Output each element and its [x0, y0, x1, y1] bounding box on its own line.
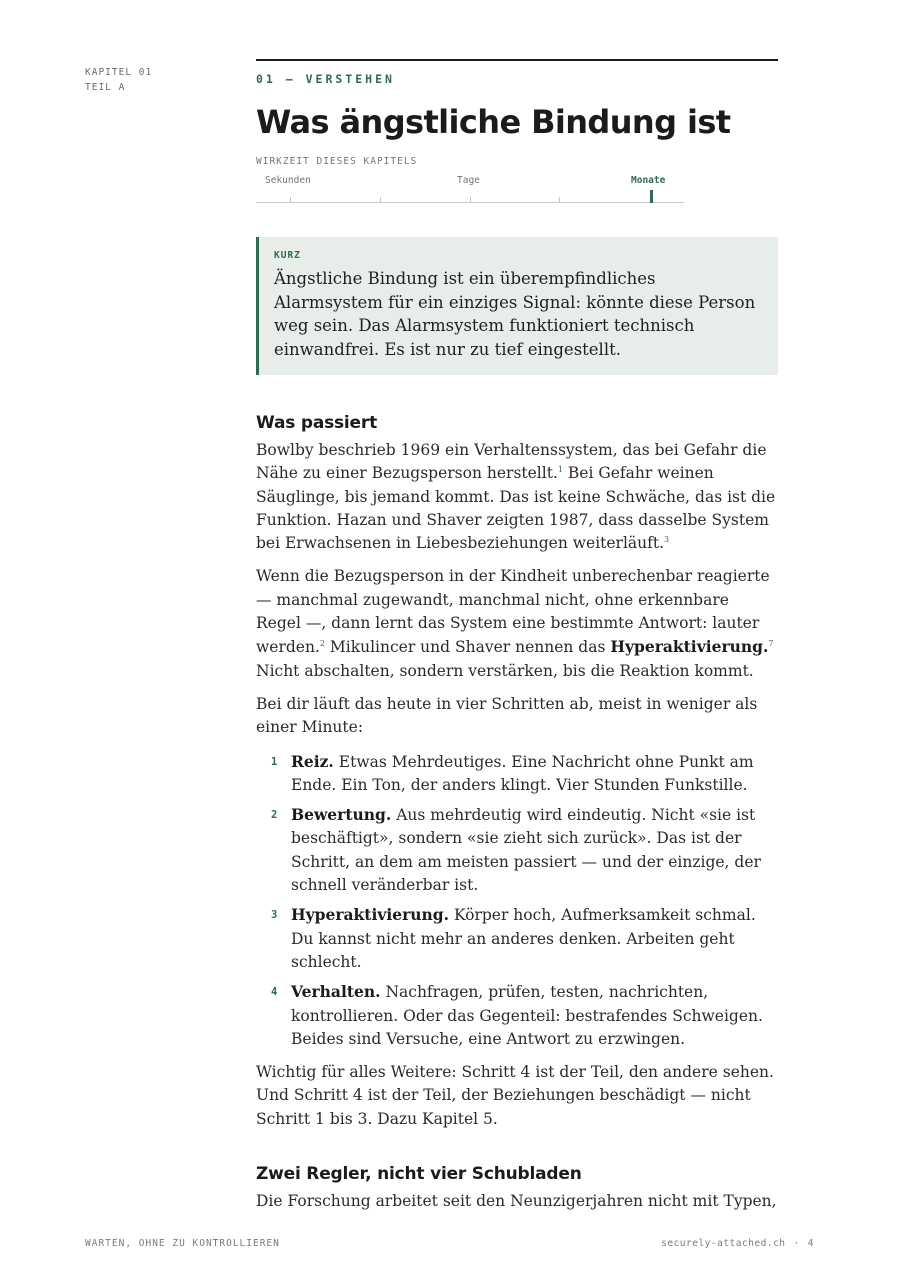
- timescale-label-seconds: Sekunden: [265, 175, 311, 186]
- paragraph: [256, 565, 778, 682]
- timescale-tick: [559, 197, 560, 203]
- list-item: [256, 980, 778, 1051]
- step-text: Aus mehrdeutig wird eindeutig. Nicht «sie ist beschäftigt», sondern «sie zieht sich zurück». Das ist der Schritt, an dem am meisten passiert — und der einzige, der schnell veränderbar ist.: [291, 806, 761, 895]
- timescale-labels: [256, 175, 684, 191]
- steps-list: [256, 750, 778, 1052]
- timescale-tick: [380, 197, 381, 203]
- step-term: Reiz.: [291, 751, 334, 771]
- timescale-tick: [290, 197, 291, 203]
- callout-text: Ängstliche Bindung ist ein überempfindliches Alarmsystem für ein einziges Signal: könnte diese Person weg sein. Das Alarmsystem funktioniert technisch einwandfrei. Es ist nur zu tief eingestellt.: [274, 269, 756, 359]
- step-text: Körper hoch, Aufmerksamkeit schmal. Du kannst nicht mehr an anderes denken. Arbeiten geht schlecht.: [291, 906, 756, 971]
- page-title: Was ängstliche Bindung ist: [256, 103, 731, 141]
- paragraph-text: Nicht abschalten, sondern verstärken, bis die Reaktion kommt.: [256, 661, 754, 680]
- footnote-ref[interactable]: 1: [557, 465, 563, 475]
- footer-meta: [661, 1238, 814, 1249]
- page-number: 4: [807, 1238, 814, 1249]
- callout-label: KURZ: [274, 250, 301, 261]
- footer-separator: ·: [793, 1238, 800, 1249]
- top-rule: [256, 59, 778, 61]
- main-column: [256, 59, 778, 1213]
- step-text: Nachfragen, prüfen, testen, nachrichten, kontrollieren. Oder das Gegenteil: bestrafendes Schweigen. Beides sind Versuche, eine Antwort zu erzwingen.: [291, 983, 763, 1048]
- section-eyebrow: 01 — VERSTEHEN: [256, 72, 395, 86]
- timescale-selected-marker: [650, 190, 653, 203]
- paragraph: Wichtig für alles Weitere: Schritt 4 ist der Teil, den andere sehen. Und Schritt 4 ist der Teil, der Beziehungen beschädigt — nicht Schritt 1 bis 3. Dazu Kapitel 5.: [256, 1063, 774, 1128]
- paragraph-text: Mikulincer und Shaver nennen das: [324, 638, 611, 657]
- paragraph-text: Wenn die Bezugsperson in der Kindheit unberechenbar reagierte — manchmal zugewandt, manchmal nicht, ohne erkennbare Regel —, dann lernt das System eine bestimmte Antwort: lauter werden.: [256, 567, 770, 657]
- step-number: 4: [271, 986, 278, 999]
- timescale-label-days: Tage: [457, 175, 480, 186]
- step-number: 1: [271, 755, 278, 768]
- chapter-margin-note: [85, 65, 152, 95]
- timescale-caption: WIRKZEIT DIESES KAPITELS: [256, 156, 418, 167]
- paragraph: Bei dir läuft das heute in vier Schritten ab, meist in weniger als einer Minute:: [256, 694, 758, 737]
- timescale-label-months: Monate: [631, 175, 666, 186]
- step-number: 3: [271, 909, 278, 922]
- list-item: [256, 750, 778, 798]
- footnote-ref[interactable]: 3: [664, 535, 670, 545]
- key-term: Hyperaktivierung.: [610, 637, 769, 657]
- paragraph: [256, 439, 778, 555]
- footer-site-link[interactable]: securely-attached.ch: [661, 1238, 786, 1249]
- footnote-ref[interactable]: 2: [319, 639, 325, 649]
- section-heading: Was passiert: [256, 413, 377, 433]
- step-term: Verhalten.: [291, 982, 381, 1002]
- timescale-track: [256, 191, 684, 203]
- step-text: Etwas Mehrdeutiges. Eine Nachricht ohne Punkt am Ende. Ein Ton, der anders klingt. Vier Stunden Funkstille.: [291, 752, 754, 794]
- paragraph: Die Forschung arbeitet seit den Neunzigerjahren nicht mit Typen,: [256, 1192, 777, 1211]
- section-heading: Zwei Regler, nicht vier Schubladen: [256, 1164, 582, 1185]
- list-item: [256, 803, 778, 897]
- footnote-ref[interactable]: 7: [768, 639, 774, 649]
- part-label: TEIL A: [85, 82, 126, 93]
- footer-running-title: WARTEN, OHNE ZU KONTROLLIEREN: [85, 1238, 280, 1249]
- step-term: Hyperaktivierung.: [291, 905, 450, 925]
- timescale-tick: [470, 197, 471, 203]
- chapter-label: KAPITEL 01: [85, 67, 153, 78]
- summary-callout: [256, 237, 778, 375]
- step-number: 2: [271, 809, 278, 822]
- step-term: Bewertung.: [291, 805, 392, 825]
- list-item: [256, 903, 778, 974]
- paragraph-text: Bowlby beschrieb 1969 ein Verhaltenssystem, das bei Gefahr die Nähe zu einer Bezugsperson herstellt.: [256, 441, 767, 483]
- timescale-meter: [256, 156, 684, 203]
- paragraph-text: Bei Gefahr weinen Säuglinge, bis jemand kommt. Das ist keine Schwäche, das ist die Funktion. Hazan und Shaver zeigten 1987, dass dasselbe System bei Erwachsenen in Liebesbeziehungen weiterläuft.: [256, 464, 776, 553]
